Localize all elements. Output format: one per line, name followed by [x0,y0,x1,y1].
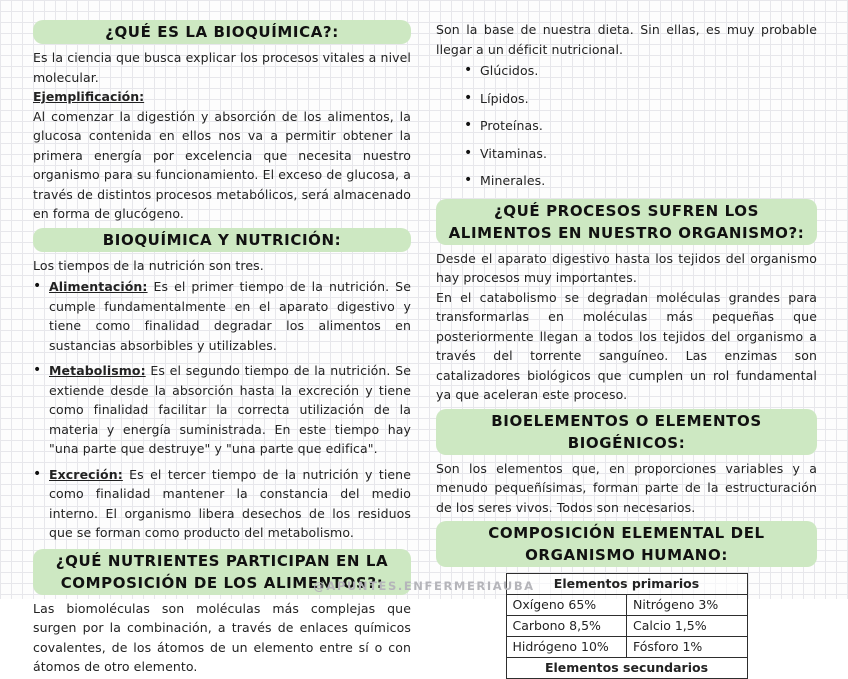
example-text: Al comenzar la digestión y absorción de los alimentos, la glucosa contenida en ellos nos va a permitir obtener la primera energía por excelencia que necesita nuestro organismo para su funcionamiento. El exceso de glucosa, a través de distintos procesos metabólicos, será almacenado en forma de glucógeno. [33,108,411,221]
nutrition-times-intro: Los tiempos de la nutrición son tres. [33,257,264,273]
table-header-primarios: Elementos primarios [506,574,747,595]
table-row [506,616,747,637]
list-item-vitaminas: • Vitaminas. [464,144,817,164]
cell-hidrogeno: Hidrógeno 10% [506,637,627,658]
bullet-text: Es el primer tiempo de la nutrición. Se cumple fundamentalmente en el aparato digestivo y tiene como finalidad degradar los alimentos en sustancias absorbibles y utilizables. [49,279,411,353]
bullet-text: Es el segundo tiempo de la nutrición. Se extiende desde la absorción hasta la excreción y tiene como finalidad facilitar la correcta utilización de la materia y energía suministrada. En este tiempo hay "una parte que destruye" y "una parte que edifica". [49,363,411,456]
what-is-biochem-intro: Es la ciencia que busca explicar los procesos vitales a nivel molecular. [33,50,411,85]
table-row [506,637,747,658]
nutrition-times-list [33,277,411,543]
food-processes-para2: En el catabolismo se degradan moléculas grandes para transformarlas en moléculas más pequeñas que posteriormente llegan a todos los tejidos del organismo a través del torrente sanguíneo. Las enzimas son catalizadores biológicos que cumplen un rol fundamental ya que aceleran este proceso. [436,289,817,402]
bullet-label: Alimentación: [49,279,148,294]
table-footer-row [506,658,747,679]
list-item-glucidos: • Glúcidos. [464,61,817,81]
cell-oxigeno: Oxígeno 65% [506,595,627,616]
bullet-label: Excreción: [49,466,123,482]
section-heading-biochem-nutrition: BIOQUÍMICA Y NUTRICIÓN: [33,228,411,252]
list-item-lipidos: • Lípidos. [464,89,817,109]
list-item-excrecion [33,465,411,543]
nutrients-list [464,61,817,191]
section-heading-elemental-composition: COMPOSICIÓN ELEMENTAL DEL ORGANISMO HUMANO: [436,521,817,567]
cell-carbono: Carbono 8,5% [506,616,627,637]
section-heading-food-processes: ¿QUÉ PROCESOS SUFREN LOS ALIMENTOS EN NUESTRO ORGANISMO?: [436,199,817,245]
example-label: Ejemplificación: [33,89,145,104]
list-item-alimentacion [33,277,411,355]
cell-nitrogeno: Nitrógeno 3% [627,595,748,616]
table-footer-secundarios: Elementos secundarios [506,658,747,679]
list-item-metabolismo [33,361,411,459]
table-row [506,595,747,616]
biomolecules-text: Las biomoléculas son moléculas más complejas que surgen por la combinación, a través de enlaces químicos covalentes, de los átomos de un elemento entre sí o con átomos de otro elemento. [33,600,411,674]
food-processes-para1: Desde el aparato digestivo hasta los tejidos del organismo hay procesos muy importantes. [436,250,817,285]
section-heading-bioelements: BIOELEMENTOS O ELEMENTOS BIOGÉNICOS: [436,409,817,455]
bioelements-text: Son los elementos que, en proporciones variables y a menudo pequeñísimas, forman parte de la estructuración de los seres vivos. Todos son necesarios. [436,460,817,515]
list-item-minerales: • Minerales. [464,171,817,191]
section-heading-what-is-biochem: ¿QUÉ ES LA BIOQUÍMICA?: [33,20,411,44]
list-item-proteinas: • Proteínas. [464,116,817,136]
section-heading-nutrients-question: ¿QUÉ NUTRIENTES PARTICIPAN EN LA COMPOSICIÓN DE LOS ALIMENTOS?: [33,549,411,595]
cell-fosforo: Fósforo 1% [627,637,748,658]
footer-account-handle: @APUNTES.ENFERMERIAUBA [313,579,535,593]
diet-base-intro: Son la base de nuestra dieta. Sin ellas, es muy probable llegar a un déficit nutricional. [436,22,817,57]
bullet-text: Es el tercer tiempo de la nutrición y tiene como finalidad mantener la constancia del medio interno. El organismo libera desechos de los residuos que se forman como producto del metabolismo. [49,466,411,540]
bullet-label: Metabolismo: [49,363,146,378]
cell-calcio: Calcio 1,5% [627,616,748,637]
